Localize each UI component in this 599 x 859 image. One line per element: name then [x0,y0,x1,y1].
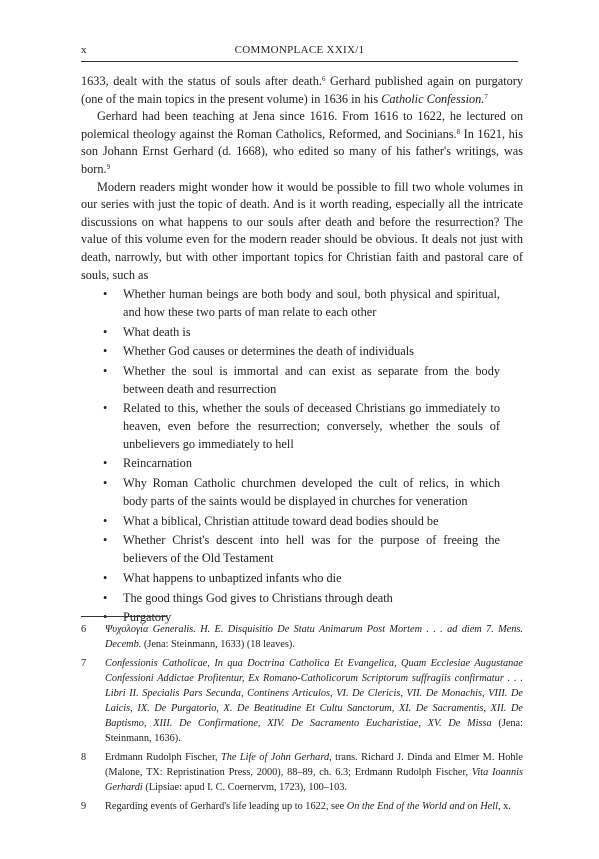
bullet-icon: • [103,344,108,359]
footnote-6: 6 Ψυχολογία Generalis. H. E. Disquisitio De Statu Animarum Post Mortem . . . ad diem 7. Mens. Decemb. (Jena: Steinmann, 1633) (18 leaves). [81,624,523,650]
bullet-icon: • [103,287,108,302]
footnotes [81,622,523,818]
bullet-icon: • [103,533,108,548]
topic-list [81,286,523,627]
main-text [81,73,523,629]
footnote-ref-7[interactable]: 7 [484,92,488,101]
list-item: • What death is [81,324,523,342]
list-item: • Why Roman Catholic churchmen developed the cult of relics, in which body parts of the saints would be displayed in churches for veneration [103,476,500,508]
bullet-icon: • [103,513,108,528]
footnote-number: 7 [81,658,87,669]
bullet-icon: • [103,456,108,471]
list-item: • What happens to unbaptized infants who die [81,570,523,588]
header-rule [81,61,518,62]
footnote-ref-9[interactable]: 9 [106,162,111,171]
running-title: COMMONPLACE XXIX/1 [234,44,365,56]
list-item: • Whether human beings are both body and soul, both physical and spiritual, and how these two parts of man relate to each other [103,287,500,319]
footnote-rule [81,616,167,617]
list-item: • Whether Christ's descent into hell was for the purpose of freeing the believers of the Old Testament [103,533,500,565]
footnote-7: 7 Confessionis Catholicae, In qua Doctrina Catholica Et Evangelica, Quam Ecclesiae Augustanae Confessioni Addictae Profitentur, Ex Romano-Catholicorum Scriptorum suffragiis confirmatur . . . Libri II. Specialis Pars Secunda, Continens Articulos, VI. De Clericis, VII. De Monachis, VIII. De Laicis, IX. De Purgatorio, X. De Beatitudine Et Cultu Sanctorum, XI. De Sacramentis, XII. De Baptismo, XIII. De Confirmatione, XIV. De Sacramento Eucharistiae, XV. De Missa (Jena: Steinmann, 1636). [81,658,523,744]
book-title: Catholic Confession. [381,91,485,106]
footnote-8: 8 Erdmann Rudolph Fischer, The Life of John Gerhard, trans. Richard J. Dinda and Elmer M. Hohle (Malone, TX: Repristination Press, 2000), 88–89, ch. 6.3; Erdmann Rudolph Fischer, Vita Ioannis Gerhardi (Lipsiae: apud I. C. Coernervm, 1723), 100–103. [81,752,523,793]
footnote-9: 9 Regarding events of Gerhard's life leading up to 1622, see On the End of the World and on Hell, x. [81,801,511,812]
list-item: • Whether the soul is immortal and can exist as separate from the body between death and resurrection [103,364,500,396]
bullet-icon: • [103,324,108,339]
list-item: • What a biblical, Christian attitude toward dead bodies should be [81,513,523,531]
bullet-icon: • [103,590,108,605]
list-item: • The good things God gives to Christians through death [81,590,523,608]
list-item: • Whether God causes or determines the death of individuals [81,343,523,361]
list-item: • Purgatory [81,609,523,627]
bullet-icon: • [103,570,108,585]
paragraph-3: Modern readers might wonder how it would be possible to fill two whole volumes in our series with just the topic of death. And is it worth reading, especially all the intricate discussions on what happens to our souls after death and before the resurrection? The value of this volume even for the modern reader should be obvious. It deals not just with death, narrowly, but with other important topics for Christian faith and pastoral care of souls, such as [81,179,523,282]
bullet-icon: • [103,476,108,491]
paragraph-2: Gerhard had been teaching at Jena since 1616. From 1616 to 1622, he lectured on polemical theology against the Roman Catholics, Reformed, and Socinians.$^8$ In 1621, his son Johann Ernst Gerhard (d. 1668), who edited so many of his father's writings, was born.$^9$ [81,109,523,176]
bullet-icon: • [103,364,108,379]
running-header [81,44,518,58]
footnote-number: 9 [81,801,87,812]
paragraph-1: 1633, dealt with the status of souls after death.$^6$ Gerhard published again on purgatory (one of the main topics in the present volume) in 1636 in his Catholic Confession.$^7$ [81,74,523,106]
list-item: • Reincarnation [81,455,523,473]
footnote-ref-8[interactable]: 8 [456,127,461,136]
footnote-number: 6 [81,624,87,635]
page-number: x [81,44,87,56]
bullet-icon: • [103,401,108,416]
bullet-icon: • [103,610,108,625]
footnote-number: 8 [81,752,87,763]
list-item: • Related to this, whether the souls of deceased Christians go immediately to heaven, even before the resurrection; conversely, whether the souls of unbelievers go immediately to hell [103,401,500,451]
footnote-ref-6[interactable]: 6 [321,75,326,83]
